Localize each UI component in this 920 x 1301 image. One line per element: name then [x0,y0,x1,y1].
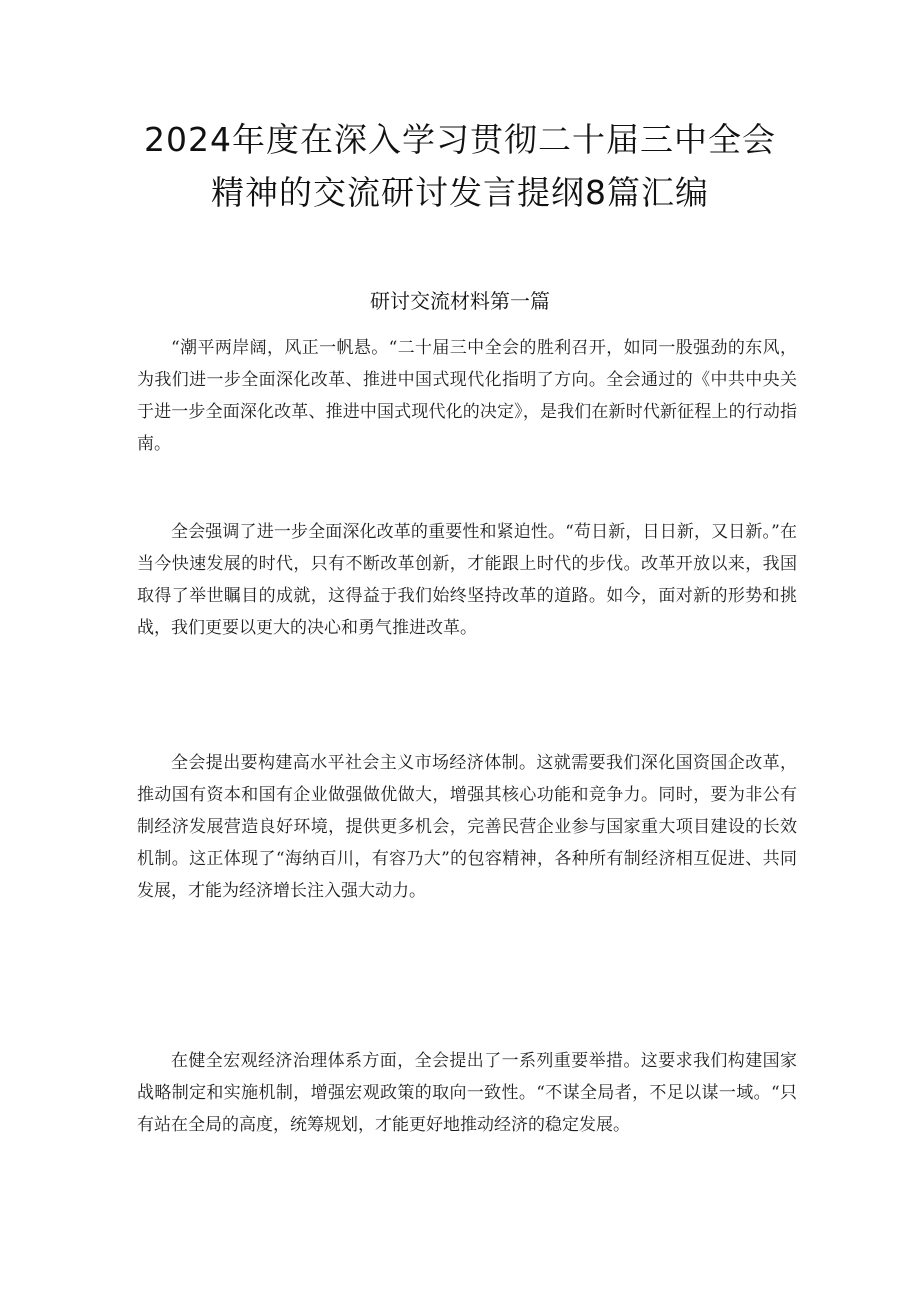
body-paragraph: “潮平两岸阔，风正一帆悬。“二十届三中全会的胜利召开，如同一股强劲的东风，为我们进一步全面深化改革、推进中国式现代化指明了方向。全会通过的《中共中央关于进一步全面深化改革、推进中国式现代化的决定》，是我们在新时代新征程上的行动指南。 [137,338,797,454]
document-title-line-1: 2024年度在深入学习贯彻二十届三中全会 [144,120,776,159]
body-paragraph: 全会强调了进一步全面深化改革的重要性和紧迫性。“苟日新，日日新，又日新。”在当今快速发展的时代，只有不断改革创新，才能跟上时代的步伐。改革开放以来，我国取得了举世瞩目的成就，这得益于我们始终坚持改革的道路。如今，面对新的形势和挑战，我们更要以更大的决心和勇气推进改革。 [137,522,797,638]
document-title-line-2: 精神的交流研讨发言提纲8篇汇编 [211,173,709,212]
body-paragraph: 在健全宏观经济治理体系方面，全会提出了一系列重要举措。这要求我们构建国家战略制定和实施机制，增强宏观政策的取向一致性。“不谋全局者，不足以谋一域。“只有站在全局的高度，统筹规划，才能更好地推动经济的稳定发展。 [137,1051,797,1135]
section-heading: 研讨交流材料第一篇 [370,289,550,313]
body-paragraph: 全会提出要构建高水平社会主义市场经济体制。这就需要我们深化国资国企改革，推动国有资本和国有企业做强做优做大，增强其核心功能和竞争力。同时，要为非公有制经济发展营造良好环境，提供更多机会，完善民营企业参与国家重大项目建设的长效机制。这正体现了“海纳百川，有容乃大”的包容精神，各种所有制经济相互促进、共同发展，才能为经济增长注入强大动力。 [137,753,797,901]
